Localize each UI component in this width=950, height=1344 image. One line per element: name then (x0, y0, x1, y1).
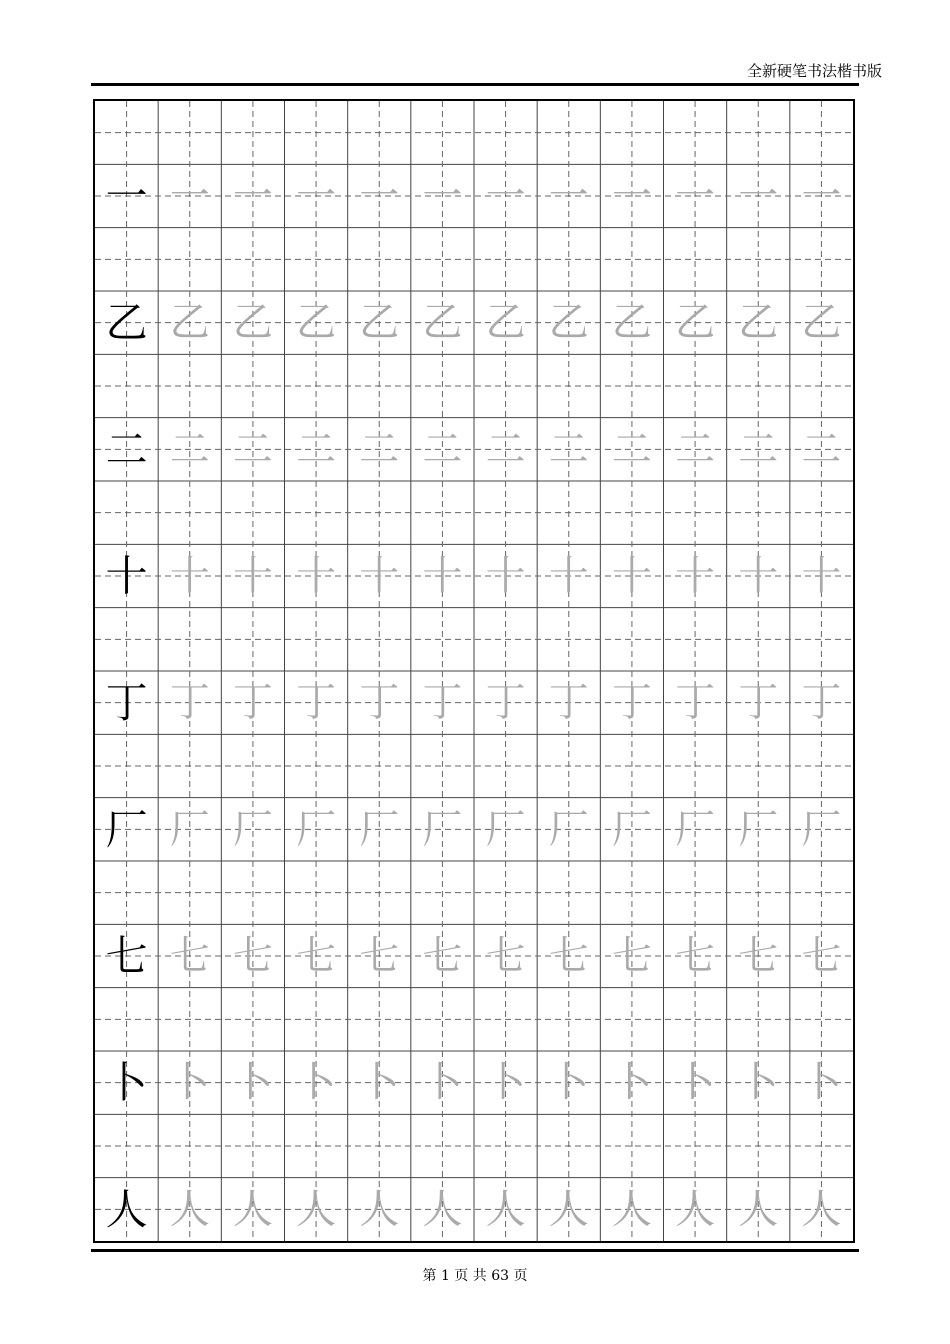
trace-character: 卜 (738, 1059, 779, 1106)
trace-character: 二 (485, 426, 526, 473)
trace-character: 人 (422, 1186, 463, 1233)
trace-character: 丁 (422, 679, 463, 726)
trace-character: 厂 (548, 806, 589, 853)
trace-character: 丁 (738, 679, 779, 726)
trace-character: 一 (485, 173, 526, 219)
trace-character: 人 (485, 1186, 526, 1233)
trace-character: 一 (296, 173, 337, 219)
trace-character: 卜 (675, 1059, 716, 1106)
model-character: 七 (105, 931, 148, 981)
trace-character: 人 (738, 1186, 779, 1233)
trace-character: 乙 (675, 299, 716, 346)
trace-character: 十 (169, 553, 210, 599)
trace-character: 一 (422, 173, 463, 219)
trace-character: 二 (801, 426, 842, 473)
trace-character: 十 (485, 553, 526, 599)
trace-character: 二 (169, 426, 210, 473)
trace-character: 七 (485, 933, 526, 979)
trace-character: 二 (296, 426, 337, 473)
model-character: 一 (105, 171, 148, 221)
trace-character: 乙 (296, 299, 337, 346)
trace-character: 十 (738, 553, 779, 599)
trace-character: 厂 (485, 806, 526, 853)
trace-character: 丁 (169, 679, 210, 726)
trace-character: 卜 (232, 1059, 273, 1106)
trace-character: 卜 (801, 1059, 842, 1106)
trace-character: 一 (169, 173, 210, 219)
trace-character: 十 (675, 553, 716, 599)
model-character: 厂 (105, 804, 148, 854)
trace-character: 厂 (738, 806, 779, 853)
trace-character: 厂 (359, 806, 400, 853)
trace-character: 丁 (801, 679, 842, 726)
trace-character: 七 (611, 933, 652, 979)
trace-character: 十 (422, 553, 463, 599)
trace-character: 乙 (359, 299, 400, 346)
trace-character: 卜 (485, 1059, 526, 1106)
trace-character: 二 (232, 426, 273, 473)
trace-character: 七 (296, 933, 337, 979)
trace-character: 十 (296, 553, 337, 599)
trace-character: 一 (611, 173, 652, 219)
page-header-title: 全新硬笔书法楷书版 (746, 62, 882, 80)
trace-character: 一 (232, 173, 273, 219)
trace-character: 七 (548, 933, 589, 979)
trace-character: 七 (422, 933, 463, 979)
trace-character: 厂 (169, 806, 210, 853)
practice-grid-sheet (93, 99, 855, 1243)
trace-character: 二 (738, 426, 779, 473)
trace-character: 一 (738, 173, 779, 219)
practice-grid (95, 101, 853, 1241)
trace-character: 丁 (548, 679, 589, 726)
trace-character: 二 (611, 426, 652, 473)
trace-character: 乙 (738, 299, 779, 346)
trace-character: 厂 (801, 806, 842, 853)
trace-character: 乙 (548, 299, 589, 346)
trace-character: 二 (359, 426, 400, 473)
trace-character: 卜 (548, 1059, 589, 1106)
trace-character: 七 (738, 933, 779, 979)
trace-character: 一 (675, 173, 716, 219)
model-character: 十 (105, 551, 148, 601)
trace-character: 一 (548, 173, 589, 219)
trace-character: 丁 (232, 679, 273, 726)
trace-character: 七 (232, 933, 273, 979)
trace-character: 七 (801, 933, 842, 979)
trace-character: 人 (232, 1186, 273, 1233)
trace-character: 十 (548, 553, 589, 599)
trace-character: 一 (801, 173, 842, 219)
trace-character: 乙 (611, 299, 652, 346)
trace-character: 七 (675, 933, 716, 979)
trace-character: 人 (675, 1186, 716, 1233)
trace-character: 十 (232, 553, 273, 599)
trace-character: 乙 (422, 299, 463, 346)
trace-character: 乙 (801, 299, 842, 346)
trace-character: 丁 (485, 679, 526, 726)
trace-character: 人 (359, 1186, 400, 1233)
trace-character: 十 (611, 553, 652, 599)
footer-divider (91, 1249, 859, 1252)
trace-character: 七 (359, 933, 400, 979)
trace-character: 丁 (611, 679, 652, 726)
trace-character: 厂 (675, 806, 716, 853)
trace-character: 乙 (485, 299, 526, 346)
trace-character: 厂 (611, 806, 652, 853)
trace-character: 乙 (169, 299, 210, 346)
trace-character: 卜 (296, 1059, 337, 1106)
trace-character: 丁 (675, 679, 716, 726)
trace-character: 厂 (422, 806, 463, 853)
trace-character: 人 (548, 1186, 589, 1233)
trace-character: 卜 (169, 1059, 210, 1106)
trace-character: 一 (359, 173, 400, 219)
trace-character: 二 (548, 426, 589, 473)
trace-character: 卜 (611, 1059, 652, 1106)
trace-character: 卜 (359, 1059, 400, 1106)
model-character: 乙 (105, 298, 148, 348)
trace-character: 七 (169, 933, 210, 979)
trace-character: 厂 (296, 806, 337, 853)
trace-character: 乙 (232, 299, 273, 346)
trace-character: 人 (801, 1186, 842, 1233)
trace-character: 二 (675, 426, 716, 473)
model-character: 二 (105, 424, 148, 474)
trace-character: 人 (611, 1186, 652, 1233)
trace-character: 人 (169, 1186, 210, 1233)
trace-character: 卜 (422, 1059, 463, 1106)
model-character: 卜 (105, 1058, 148, 1108)
trace-character: 人 (296, 1186, 337, 1233)
trace-character: 十 (359, 553, 400, 599)
page-number: 第 1 页 共 63 页 (422, 1268, 528, 1284)
trace-character: 厂 (232, 806, 273, 853)
header-divider (91, 83, 859, 86)
model-character: 丁 (105, 678, 148, 728)
trace-character: 二 (422, 426, 463, 473)
model-character: 人 (105, 1184, 148, 1234)
trace-character: 丁 (359, 679, 400, 726)
trace-character: 丁 (296, 679, 337, 726)
trace-character: 十 (801, 553, 842, 599)
